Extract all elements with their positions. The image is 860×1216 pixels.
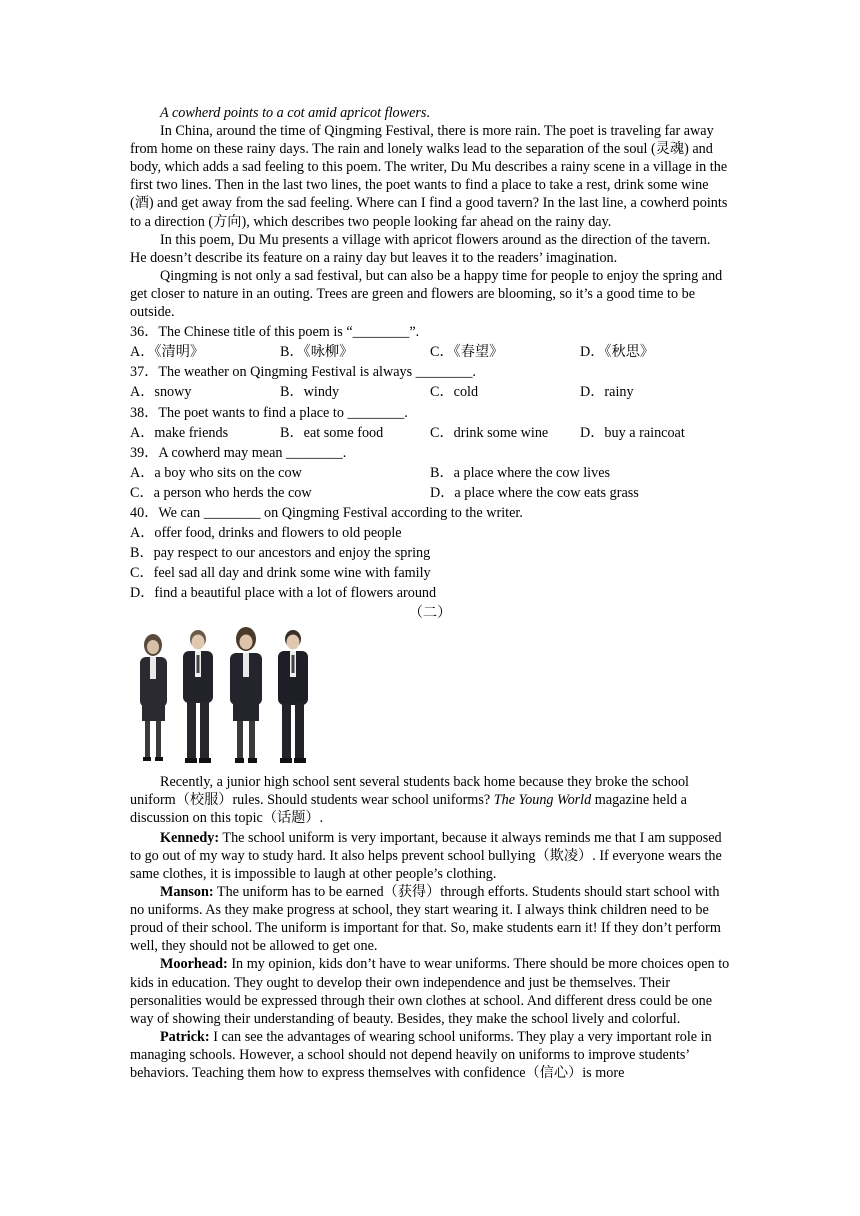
- question-37: [130, 363, 730, 401]
- option-b: B．《咏柳》: [280, 344, 354, 361]
- speaker-manson: [130, 883, 730, 955]
- question-stem: 38．The poet wants to find a place to ________.: [130, 404, 408, 421]
- option-row: [130, 383, 730, 401]
- option-d: D．buy a raincoat: [580, 424, 685, 441]
- option-row: [130, 484, 730, 502]
- option-a: A．make friends: [130, 424, 229, 441]
- option-c: C．feel sad all day and drink some wine with family: [130, 565, 431, 582]
- document-content: [130, 104, 730, 1082]
- poem-line-end: .: [426, 105, 430, 121]
- paragraph-1: In China, around the time of Qingming Festival, there is more rain. The poet is traveling far away from home on these rainy days. The rain and lonely walks lead to the separation of the soul (灵魂) and body, which adds a sad feeling to this poem. The writer, Du Mu describes a rainy scene in a village in the first two lines. Then in the last two lines, the poet wants to find a place to take a rest, drink some wine (酒) and get away from the sad feeling. Where can I find a good tavern? In the last line, a cowherd points to a direction (方向), which describes two people looking far ahead on the rainy day.: [130, 123, 728, 230]
- speaker-text: In my opinion, kids don’t have to wear uniforms. There should be more choices open to kids in education. They ought to develop their own independence and just be themselves. Their personalities would be expressed through their own clothes at school. And different dress could be one way of showing their understanding of beauty. Besides, they make the school lively and colorful.: [130, 956, 730, 1027]
- option-a: A．《清明》: [130, 344, 205, 361]
- magazine-title: The Young World: [493, 791, 592, 808]
- speaker-name: Moorhead:: [160, 956, 228, 973]
- speaker-text: I can see the advantages of wearing school uniforms. They play a very important role in managing schools. However, a school should not depend heavily on uniforms to improve students’ behaviors. Teaching them how to express themselves with confidence（信心）is more: [130, 1028, 712, 1082]
- intro-paragraph: [130, 773, 730, 827]
- option-d: D．rainy: [580, 384, 634, 401]
- option-a: A．snowy: [130, 384, 192, 401]
- intro-text-end: magazine held a discussion on this topic（话题）.: [130, 791, 687, 826]
- question-36: [130, 323, 730, 361]
- option-d: D．find a beautiful place with a lot of flowers around: [130, 585, 437, 602]
- option-row: [130, 464, 730, 482]
- speaker-text: The school uniform is very important, because it always reminds me that I am supposed to go out of my way to study hard. It also helps prevent school bullying（欺凌）. If everyone wears the same clothes, it is impossible to laugh at other people’s clothing.: [130, 829, 722, 882]
- question-stem: 40．We can ________ on Qingming Festival according to the writer.: [130, 504, 523, 521]
- poem-line-text: A cowherd points to a cot amid apricot flowers: [160, 105, 427, 121]
- paragraph-3: Qingming is not only a sad festival, but can also be a happy time for people to enjoy the spring and get closer to nature in an outing. Trees are green and flowers are blooming, so it’s a good time to be outside.: [130, 267, 723, 321]
- option-b: B．a place where the cow lives: [430, 464, 611, 481]
- option-c: C．《春望》: [430, 344, 504, 361]
- option-row: [130, 343, 730, 361]
- speaker-kennedy: [130, 829, 730, 883]
- students-photo: [130, 627, 320, 769]
- question-39: [130, 444, 730, 502]
- option-c: C．a person who herds the cow: [130, 484, 312, 501]
- speaker-text: The uniform has to be earned（获得）through efforts. Students should start school with no uniforms. As they make progress at school, they start wearing it. I always think children need to be proud of their school. The uniform is important for that. So, make students earn it! If they don’t perform well, they should not be allowed to get one.: [130, 884, 721, 955]
- option-a: A．a boy who sits on the cow: [130, 464, 302, 481]
- option-d: D．a place where the cow eats grass: [430, 484, 639, 501]
- paragraph-2: In this poem, Du Mu presents a village with apricot flowers around as the direction of the tavern. He doesn’t describe its feature on a rainy day but leaves it to the readers’ imagination.: [130, 231, 711, 266]
- question-stem: 36．The Chinese title of this poem is “________”.: [130, 324, 420, 341]
- option-d: D．《秋思》: [580, 344, 655, 361]
- option-b: B．pay respect to our ancestors and enjoy the spring: [130, 545, 431, 562]
- speaker-name: Kennedy:: [160, 829, 220, 846]
- option-b: B．windy: [280, 384, 340, 401]
- section-label: （二）: [408, 605, 452, 622]
- speaker-name: Manson:: [160, 884, 214, 901]
- question-40: [130, 504, 730, 602]
- speaker-patrick: [130, 1028, 730, 1082]
- question-38: [130, 404, 730, 442]
- option-row: [130, 424, 730, 442]
- intro-text: Recently, a junior high school sent several students back home because they broke the school uniform（校服）rules. Should students wear school uniforms?: [130, 773, 689, 808]
- option-a: A．offer food, drinks and flowers to old people: [130, 525, 402, 542]
- question-stem: 39．A cowherd may mean ________.: [130, 444, 347, 461]
- poem-line: [130, 104, 730, 122]
- speaker-moorhead: [130, 955, 730, 1027]
- option-c: C．drink some wine: [430, 424, 549, 441]
- option-b: B．eat some food: [280, 424, 384, 441]
- question-stem: 37．The weather on Qingming Festival is always ________.: [130, 364, 476, 381]
- option-c: C．cold: [430, 384, 479, 401]
- speaker-name: Patrick:: [160, 1028, 210, 1045]
